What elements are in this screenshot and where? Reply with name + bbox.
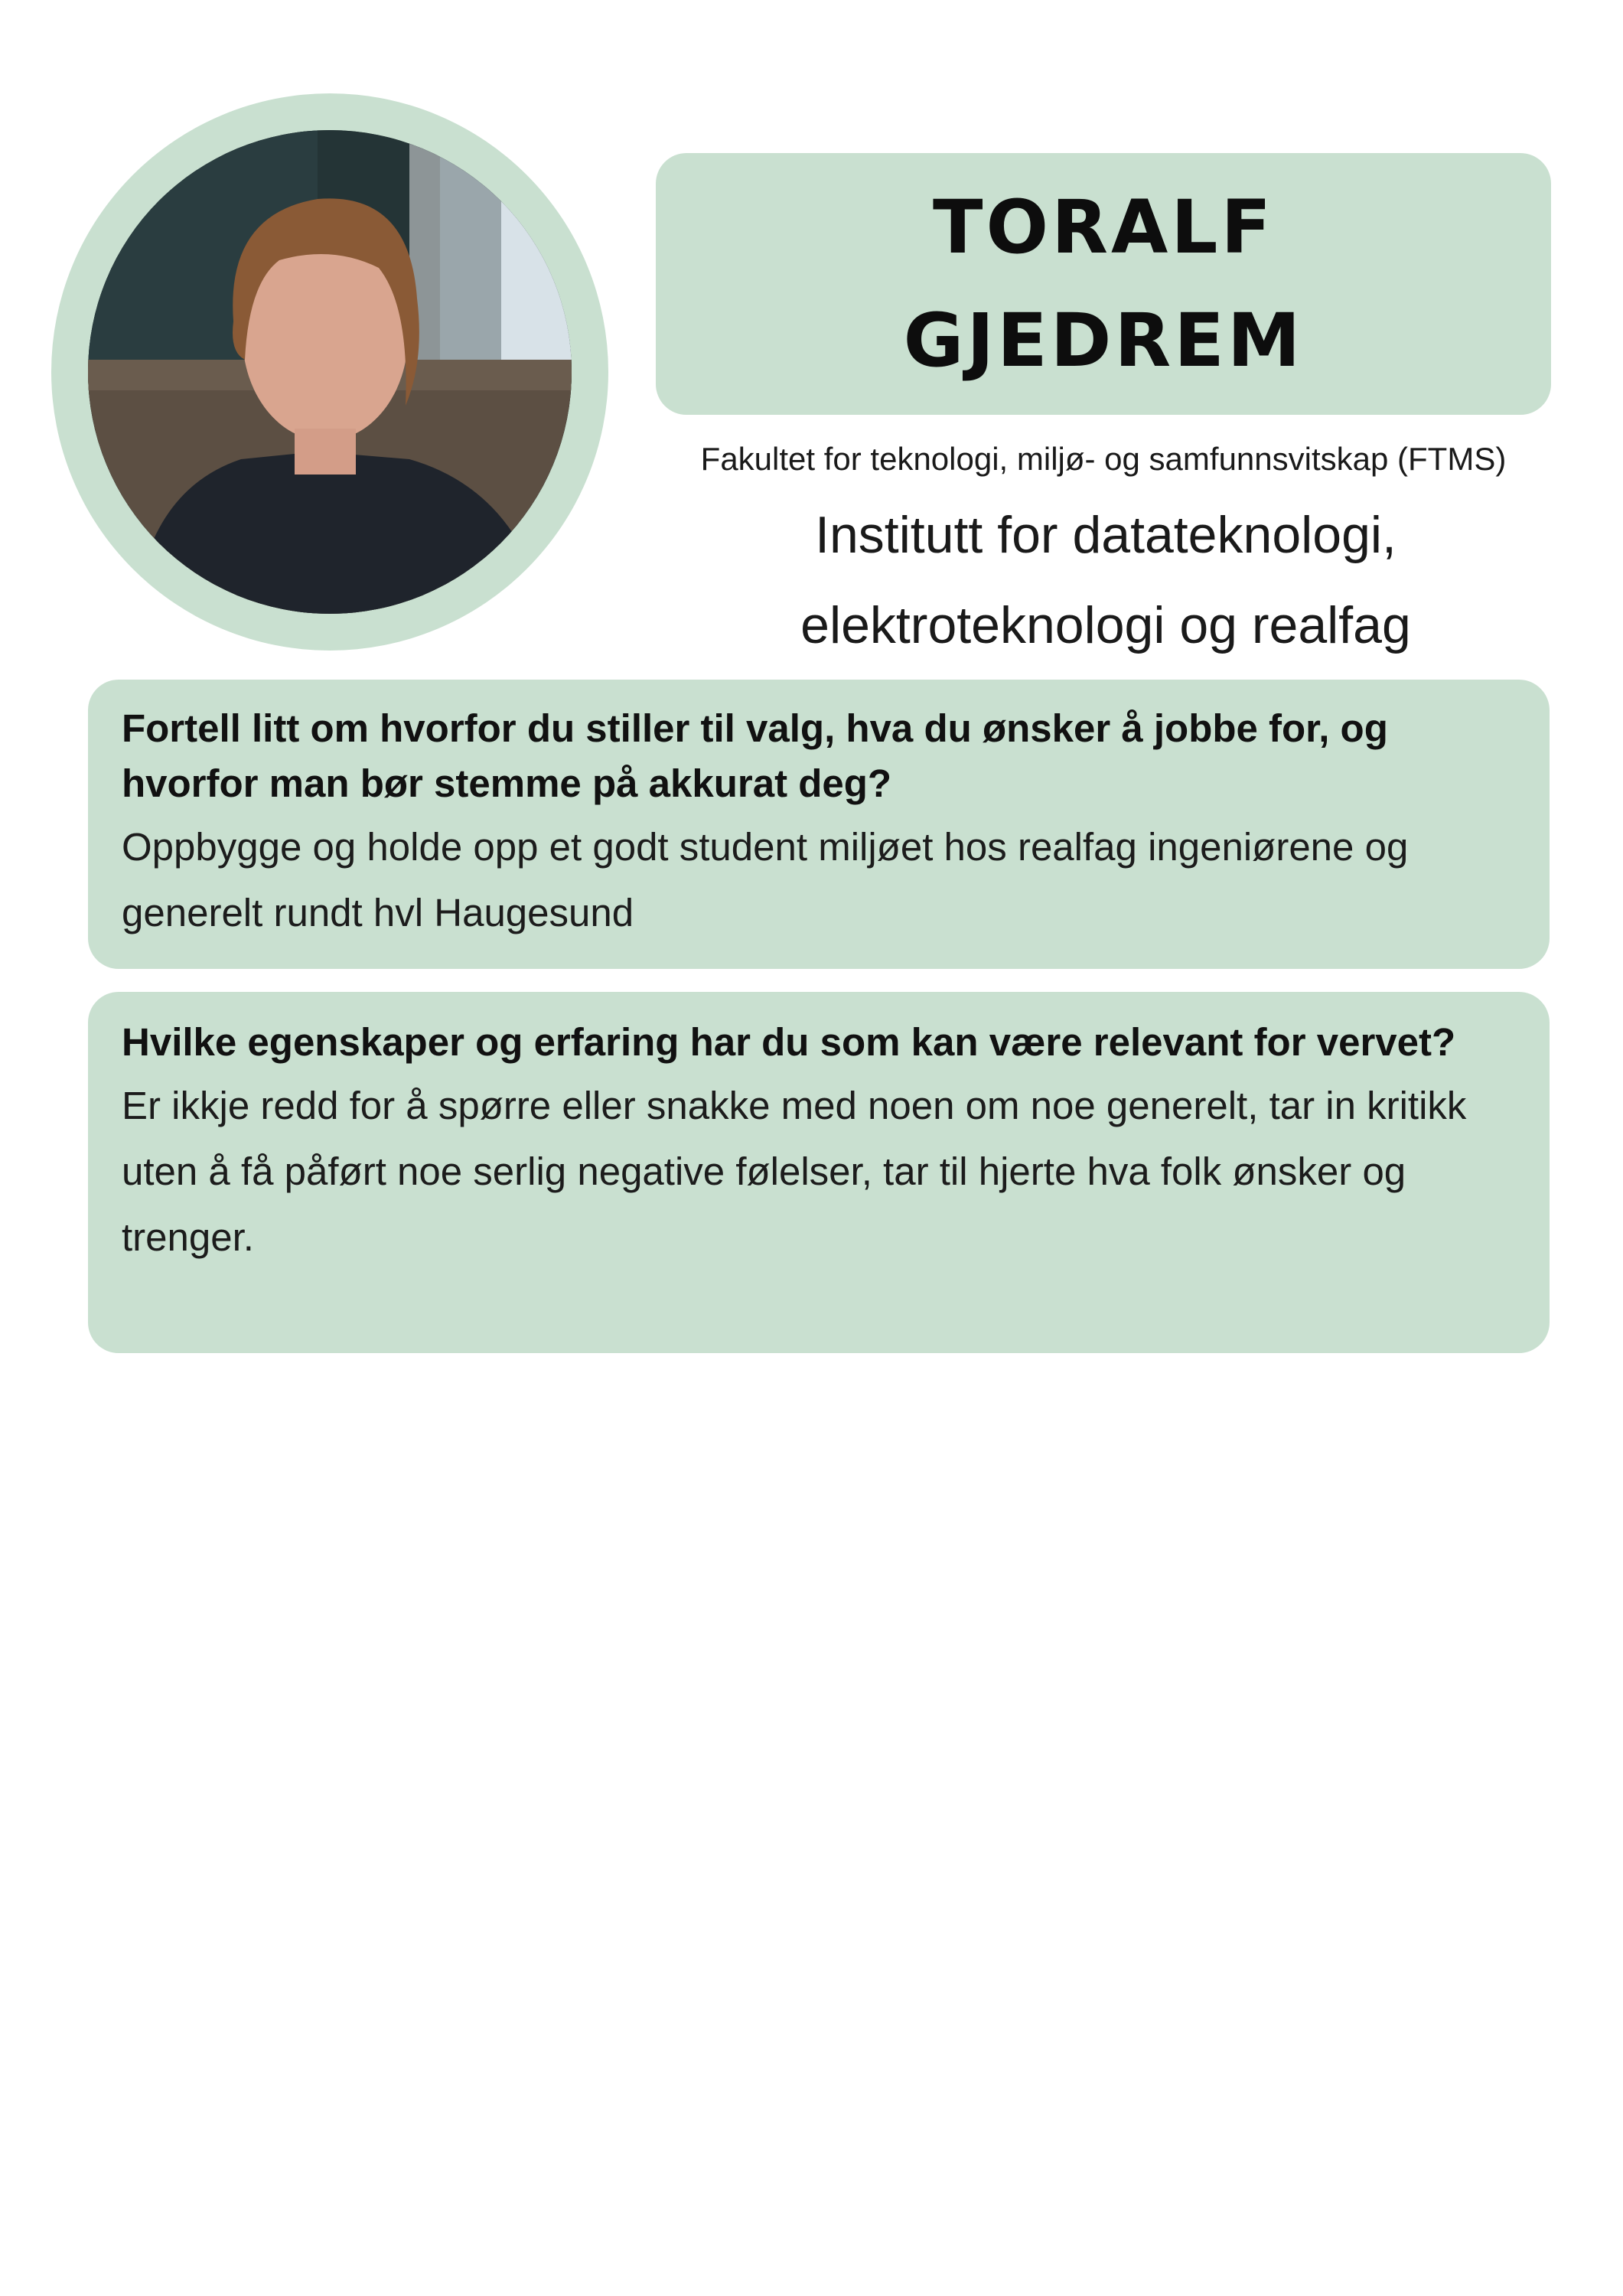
name-banner — [656, 153, 1551, 415]
institute-line-1: Institutt for datateknologi, — [815, 506, 1396, 564]
qa-card-motivation — [88, 680, 1550, 969]
profile-photo — [88, 130, 572, 614]
qa-card-experience — [88, 992, 1550, 1353]
institute-label — [658, 490, 1553, 670]
question-text: Hvilke egenskaper og erfaring har du som kan være relevant for vervet? — [122, 1020, 1456, 1064]
faculty-label: Fakultet for teknologi, miljø- og samfunnsvitskap (FTMS) — [700, 441, 1507, 477]
question-text: Fortell litt om hvorfor du stiller til valg, hva du ønsker å jobbe for, og hvorfor man bør stemme på akkurat deg? — [122, 706, 1388, 805]
last-name: GJEDREM — [903, 298, 1304, 383]
profile-photo-frame — [51, 93, 608, 651]
portrait-image — [88, 130, 572, 614]
first-name: TORALF — [932, 184, 1275, 270]
institute-line-2: elektroteknologi og realfag — [800, 596, 1411, 654]
answer-text: Oppbygge og holde opp et godt student miljøet hos realfag ingeniørene og generelt rundt hvl Haugesund — [122, 825, 1409, 934]
answer-text: Er ikkje redd for å spørre eller snakke med noen om noe generelt, tar in kritikk uten å få påført noe serlig negative følelser, tar til hjerte hva folk ønsker og trenger. — [122, 1084, 1467, 1259]
